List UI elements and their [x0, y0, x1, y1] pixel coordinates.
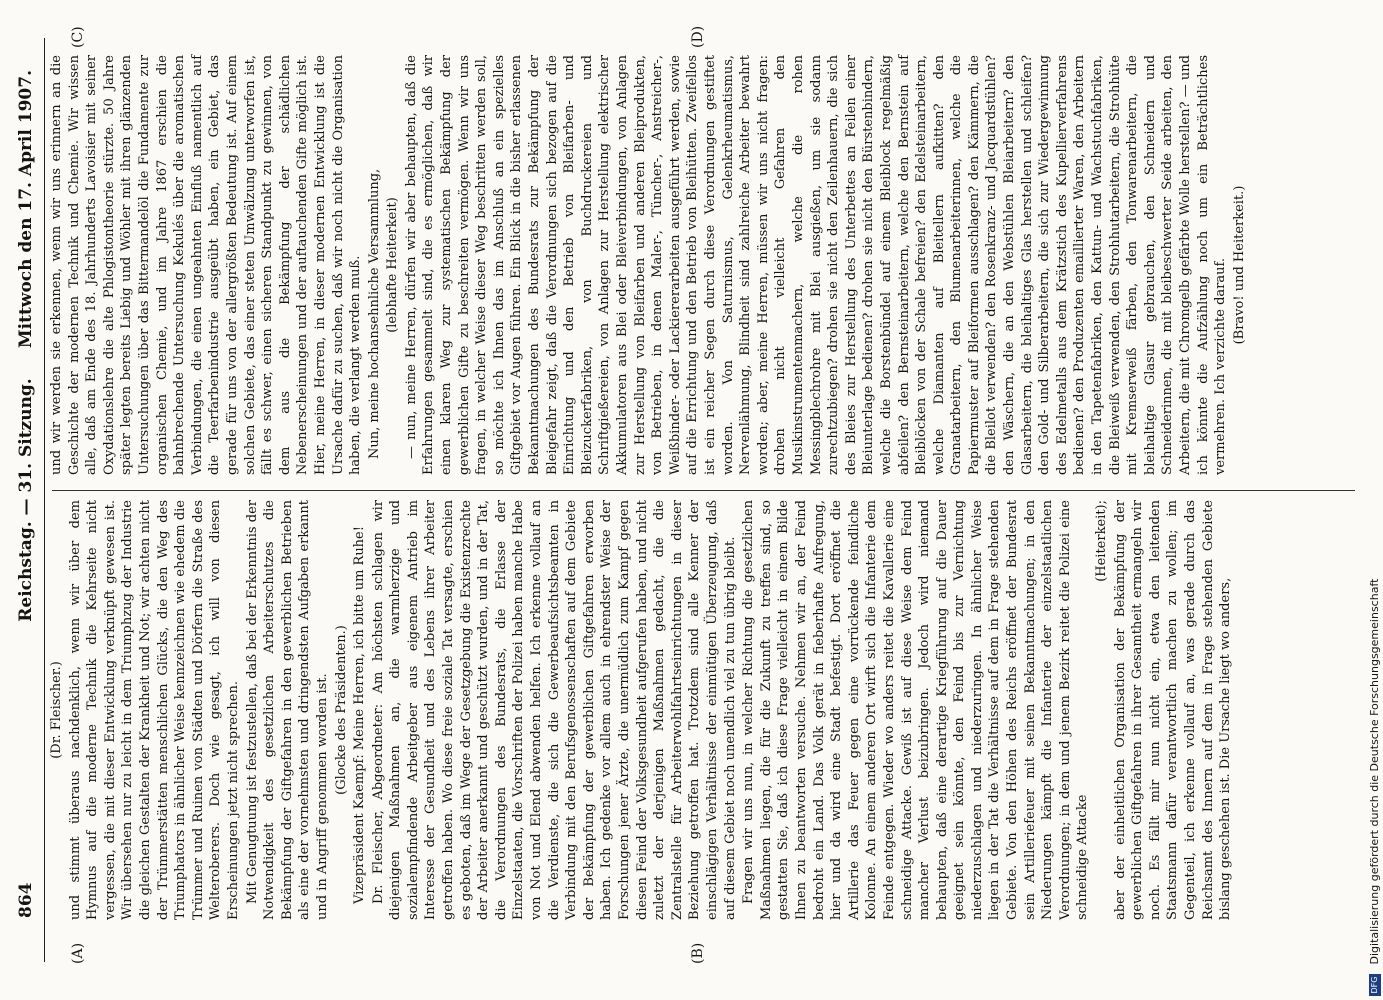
- paragraph: — nun, meine Herren, dürfen wir aber behaupten, daß die Erfahrungen gesammelt sind, die es ermöglichen, daß wir einen klaren Weg zur systematischen Bekämpfung der gewerblichen Gifte zu beschreiten vermögen. Wenn wir uns fragen, in welcher Weise dieser Weg beschritten werden soll, so möchte ich Ihnen das im Anschluß an ein spezielles Giftgebiet vor Augen führen. Ein Blick in die bisher erlassenen Bekanntmachungen des Bundesrats zur Bekämpfung der Bleigefahr zeigt, daß die Verordnungen sich bezogen auf die Einrichtung und den Betrieb von Bleifarben- und Bleizuckerfabriken, von Buchdruckereien und Schriftgießereien, von Anlagen zur Herstellung elektrischer Akkumulatoren aus Blei oder Bleiverbindungen, von Anlagen zur Herstellung von Bleifarben und anderen Bleiprodukten, von Betrieben, in denen Maler-, Tüncher-, Anstreicher-, Weißbinder- oder Lackiererarbeiten ausgeführt werden, sowie auf die Errichtung und den Betrieb von Bleihütten. Zweifellos ist ein reicher Segen durch diese Verordnungen gestiftet worden. Von Saturnismus, Gelenkrheumatismus, Nervenlähmung, Blindheit sind zahlreiche Arbeiter bewahrt worden; aber, meine Herren, müssen wir uns nicht fragen: drohen nicht vielleicht Gefahren den Musikinstrumentenmachern, welche die rohen Messingblechrohre mit Blei ausgießen, um sie sodann zurechtzubiegen? drohen sie nicht den Zeilenhauern, die sich des Bleies zur Herstellung des Unterbettes an Feilen einer Bleiunterlage bedienen? drohen sie nicht den Bürstenbindern, welche die Borstenbündel auf einem Bleiblock regelmäßig abfeilen? den Bernsteinarbeitern, welche den Bernstein auf Bleiblöcken von der Schale befreien? den Edelsteinarbeitern, welche Diamanten auf Bleitellern aufkitten? den Granatarbeitern, den Blumenarbeiterinnen, welche die Papiermuster auf Bleiformen ausschlagen? den Kämmern, die die Bleilot verwenden? den Rosenkranz- und Jacquardstühlen? den Wäschern, die an den Webstühlen Bleiarbeitern? den Glasarbeitern, die bleihaltiges Glas herstellen und schleifen? den Gold- und Silberarbeitern, die sich zur Wiedergewinnung des Edelmetalls aus dem Krätzstich des Kupellierverfahrens bedienen? den Produzenten emaillierter Waren, den Arbeitern in den Tapetenfabriken, den Kattun- und Wachstuchfabriken, die Bleiweiß verwenden, den Strohhutarbeitern, die Strohhüte mit Kremserweiß färben, den Tonwarenarbeitern, die bleihaltige Glasur gebrauchen, den Schneidern und Schneiderinnen, die mit bleibeschwerter Seide arbeiten, den Arbeitern, die mit Chromgelb gefärbte Wolle herstellen? — und ich könnte die Aufzählung noch um ein Beträchtliches vermehren. Ich verzichte darauf.: [403, 55, 1229, 475]
- paragraph: Dr. Fleischer, Abgeordneter: Am höchsten schlagen wir diejenigen Maßnahmen an, die warmherzige und sozialempfindende Arbeitgeber aus eigenem Antrieb im Interesse der Gesundheit und des Lebens ihrer Arbeiter getroffen haben. Wo diese freie soziale Tat versagte, erschien es geboten, daß im Wege der Gesetzgebung die Existenzrechte der Arbeiter anerkannt und geschützt wurden, und in der Tat, die Verordnungen des Bundesrats, die Erlasse der Einzelstaaten, die Vorschriften der Polizei haben manche Habe von Not und Elend abwenden helfen. Ich erkenne vollauf an die Verdienste, die sich die Gewerbeaufsichtsbeamten in Verbindung mit den Berufsgenossenschaften auf dem Gebiete der Bekämpfung der gewerblichen Giftgefahren erworben haben. Ich gedenke vor allem auch in ehrendster Weise der Forschungen jener Ärzte, die unermüdlich zum Kampf gegen diesen Feind der Volksgesundheit aufgerufen haben, und nicht zuletzt der derjenigen Maßnahmen gedacht, die die Zentralstelle für Arbeiterwohlfahrtseinrichtungen in dieser Beziehung getroffen hat. Trotzdem sind alle Kenner der einschlägigen Verhältnisse der einmütigen Überzeugung, daß auf diesem Gebiet noch unendlich viel zu tun übrig bleibt.: [370, 500, 738, 920]
- paragraph: aber der einheitlichen Organisation der Bekämpfung der gewerblichen Giftgefahren in ihrer Gesamtheit ermangeln wir noch. Es fällt mir nun nicht ein, etwa den leitenden Staatsmann dafür verantwortlich machen zu wollen; im Gegenteil, ich erkenne vollauf an, was gerade durch das Reichsamt des Innern auf dem in Frage stehenden Gebiete bislang geschehen ist. Die Ursache liegt wo anders,: [1112, 500, 1234, 920]
- paragraph: Nun, meine hochansehnliche Versammlung,: [366, 168, 382, 459]
- margin-mark-c: (C): [70, 26, 86, 48]
- page-number: 864: [16, 882, 36, 918]
- speaker-note: (Dr. Fleischer.): [49, 661, 64, 759]
- paragraph: und stimmt überaus nachdenklich, wenn wir über dem Hymnus auf die moderne Technik die Kehrseite nicht vergessen, die mit dieser Entwicklung verknüpft gewesen ist. Wir übersehen nur zu leicht in dem Triumphzug der Industrie die gleichen Gestalten der Krankheit und Not; wir achten nicht der Trümmerstätten menschlichen Glücks, die den Weg des Triumphators in ähnlicher Weise kennzeichnen wie ehedem die Trümmer und Ruinen von Städten und Dörfern die Straße des Welteroberers. Doch wie gesagt, ich will von diesen Erscheinungen jetzt nicht sprechen.: [67, 500, 241, 920]
- header-rule: [44, 38, 45, 962]
- session-date: Mittwoch den 17. April 1907.: [16, 70, 36, 349]
- column-divider: [52, 490, 1355, 491]
- paragraph: und wir werden sie erkennen, wenn wir uns erinnern an die Geschichte der modernen Technik und Chemie. Wir wissen alle, daß am Ende des 18. Jahrhunderts Lavoisier mit seiner Oxydationslehre die alte Phlogistontheorie stürzte. 50 Jahre später legten bereits Liebig und Wöhler mit ihren glänzenden Untersuchungen über das Bittermandelöl die Fundamente zur organischen Chemie, und im Jahre 1867 erschien die bahnbrechende Untersuchung Kekulés über die aromatischen Verbindungen, die einen ungeahnten Einfluß namentlich auf die Teerfarbenindustrie ausgeübt haben, ein Gebiet, das gerade für uns von der allergrößten Bedeutung ist. Auf einem solchen Gebiete, das einer steten Umwälzung unterworfen ist, fällt es schwer, einen sicheren Standpunkt zu gewinnen, von dem aus die Bekämpfung der schädlichen Nebenerscheinungen und der auftauchenden Gifte möglich ist. Hier, meine Herren, in dieser modernen Entwicklung ist die Ursache dafür zu suchen, daß wir noch nicht die Organisation haben, die verlangt werden muß.: [49, 55, 364, 475]
- left-column: [48, 500, 1236, 920]
- margin-mark-b: (B): [690, 942, 706, 964]
- stage-direction: (Glocke des Präsidenten.): [333, 625, 349, 795]
- paragraph: Fragen wir uns nun, in welcher Richtung die gesetzlichen Maßnahmen liegen, die für die Zukunft zu treffen sind, so gestatten Sie, daß ich diese Frage vielleicht in einem Bilde Ihnen zu beantworten versuche. Nehmen wir an, der Feind bedroht ein Land. Das Volk gerät in fieberhafte Aufregung, hier und da wird eine Stadt befestigt. Dort eröffnet die Artillerie das Feuer gegen eine vorrückende feindliche Kolonne. An einem anderen Ort wirft sich die Infanterie dem Feinde entgegen. Wieder wo anders reitet die Kavallerie eine schneidige Attacke. Gewiß ist auf diese Weise dem Feind mancher Verlust beizubringen. Jedoch wird niemand behaupten, daß eine derartige Kriegführung auf die Dauer geeignet sein könnte, den Feind bis zur Vernichtung niederzuschlagen und niederzuringen. In ähnlicher Weise liegen in der Tat die Verhältnisse auf dem in Frage stehenden Gebiete. Von den Höhen des Reichs eröffnet der Bundesrat sein Artilleriefeuer mit seinen Bekanntmachungen; in den Niederungen kämpft die Infanterie der einzelstaatlichen Verordnungen; in dem und jenem Bezirk reitet die Polizei eine schneidige Attacke: [741, 500, 1091, 920]
- dfg-logo: DFG: [1369, 974, 1381, 996]
- funding-note: Digitalisierung gefördert durch die Deutsche Forschungsgemeinschaft: [1368, 578, 1381, 965]
- footer: [1368, 0, 1381, 1000]
- margin-mark-d: (D): [690, 25, 706, 48]
- paragraph: Vizepräsident Kaempf: Meine Herren, ich bitte um Ruhe!: [352, 526, 368, 904]
- running-header: [14, 30, 38, 970]
- stage-direction: (lebhafte Heiterkeit): [385, 197, 401, 333]
- stage-direction: (Bravo! und Heiterkeit.): [1231, 185, 1247, 345]
- session-title: Reichstag. — 31. Sitzung.: [16, 378, 36, 622]
- paragraph: Mit Genugtuung ist festzustellen, daß bei der Erkenntnis der Notwendigkeit des gesetzlichen Arbeiterschutzes die Bekämpfung der Giftgefahren in den gewerblichen Betrieben als eine der vornehmsten und dringendsten Aufgaben erkannt und in Angriff genommen worden ist.: [244, 500, 330, 920]
- margin-mark-a: (A): [70, 942, 86, 964]
- right-column: [48, 55, 1249, 475]
- stage-direction: (Heiterkeit);: [1094, 500, 1110, 582]
